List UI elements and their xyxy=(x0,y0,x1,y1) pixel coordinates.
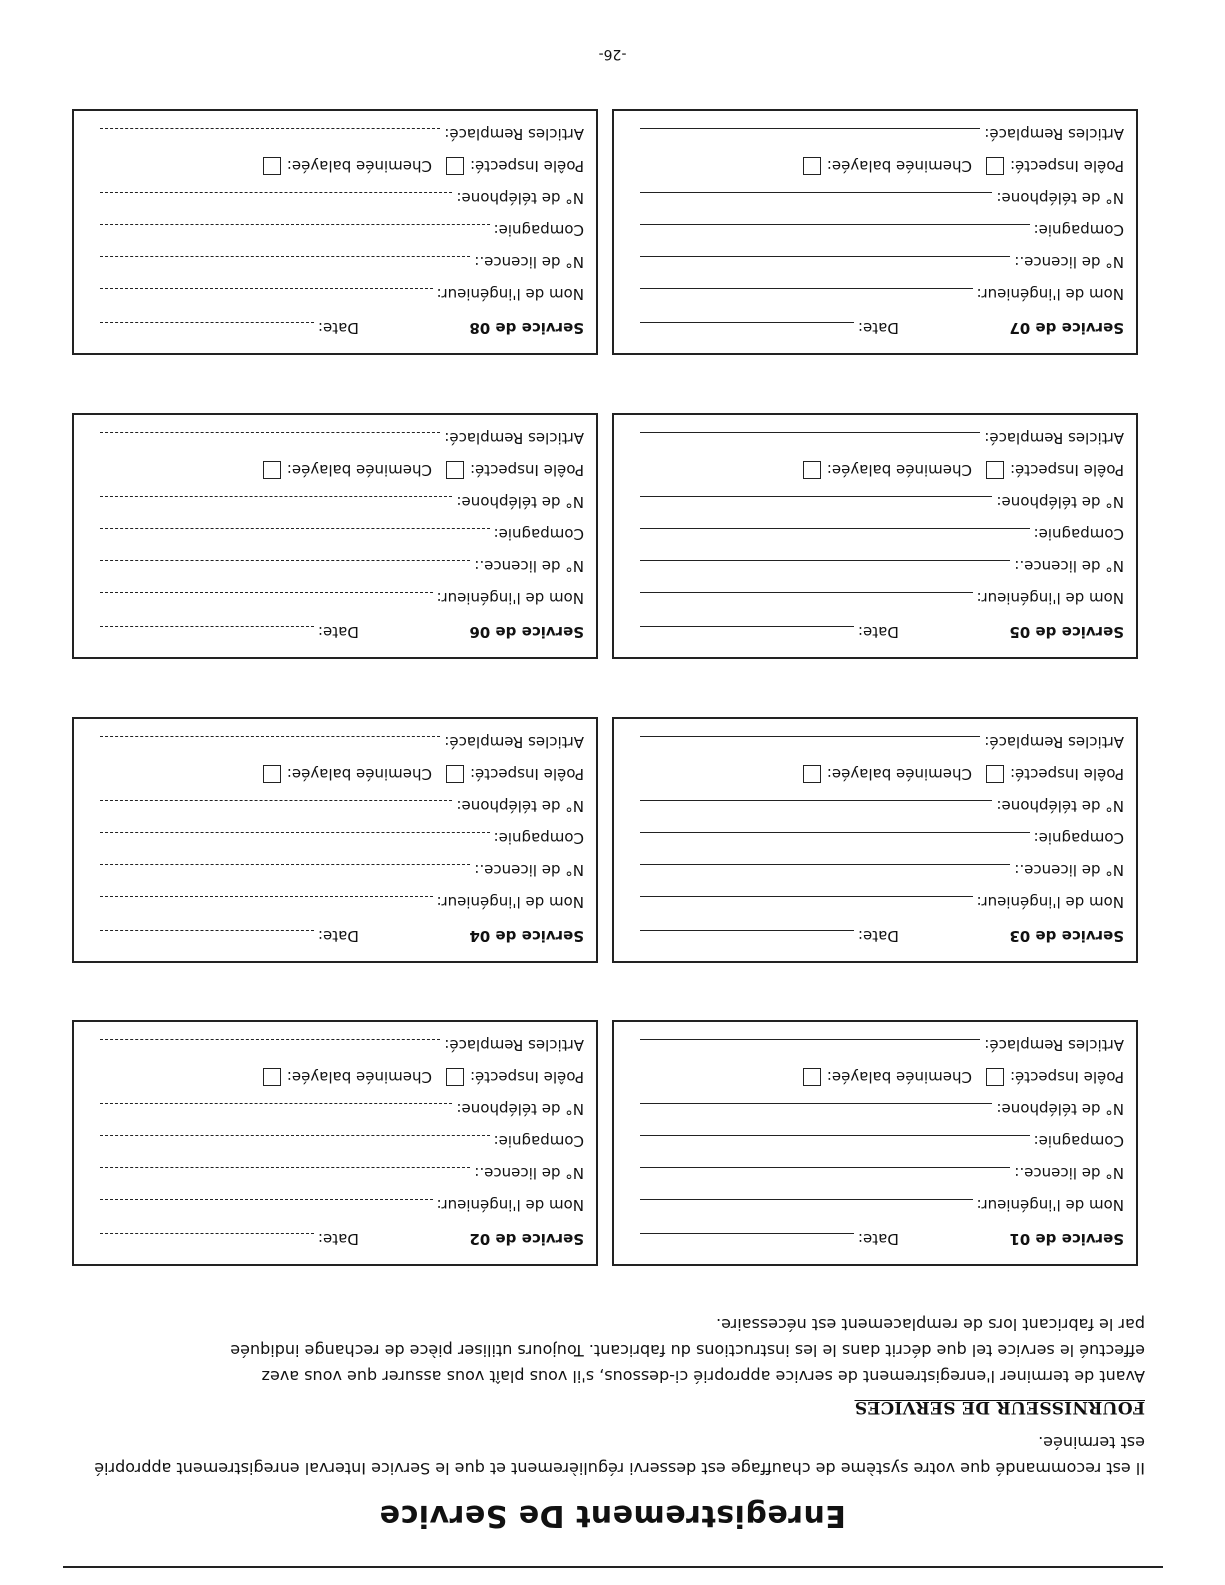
license-label: N° de licence.: xyxy=(1014,253,1124,271)
phone-label: N° de téléphone: xyxy=(456,189,584,207)
engineer-field[interactable] xyxy=(100,592,433,594)
checkbox-row xyxy=(640,1068,1124,1090)
service-header-row xyxy=(100,1230,584,1252)
phone-label: N° de téléphone: xyxy=(456,1100,584,1118)
chimney-swept-checkbox[interactable] xyxy=(263,157,281,175)
section-heading: FOURNISSEUR DE SERVICES xyxy=(854,1397,1145,1417)
company-field[interactable] xyxy=(640,528,1030,530)
engineer-label: Nom de l'ingénieur: xyxy=(976,285,1124,303)
stove-inspected-checkbox[interactable] xyxy=(986,461,1004,479)
parts-row xyxy=(640,733,1124,755)
stove-inspected-label: Poêle Inspecté: xyxy=(1010,1068,1124,1086)
stove-inspected-label: Poêle Inspecté: xyxy=(470,157,584,175)
license-row xyxy=(100,557,584,579)
phone-row xyxy=(100,1100,584,1122)
company-label: Compagnie: xyxy=(1033,525,1124,543)
stove-inspected-checkbox[interactable] xyxy=(986,157,1004,175)
checkbox-row xyxy=(640,765,1124,787)
license-label: N° de licence.: xyxy=(474,253,584,271)
license-label: N° de licence.: xyxy=(474,557,584,575)
parts-row xyxy=(100,733,584,755)
license-label: N° de licence.: xyxy=(1014,1164,1124,1182)
checkbox-row xyxy=(100,765,584,787)
engineer-row xyxy=(100,285,584,307)
engineer-field[interactable] xyxy=(640,288,973,290)
parts-replaced-label: Articles Remplacé: xyxy=(444,429,584,447)
stove-inspected-checkbox[interactable] xyxy=(446,1068,464,1086)
engineer-label: Nom de l'ingénieur: xyxy=(976,589,1124,607)
company-row xyxy=(640,829,1124,851)
service-card xyxy=(612,717,1138,963)
company-field[interactable] xyxy=(100,832,490,834)
license-field[interactable] xyxy=(100,864,470,866)
license-row xyxy=(100,861,584,883)
phone-label: N° de téléphone: xyxy=(996,189,1124,207)
service-title: Service de 08 xyxy=(469,319,584,337)
date-label: Date: xyxy=(858,927,899,945)
service-card xyxy=(72,1020,598,1266)
parts-replaced-field[interactable] xyxy=(100,736,440,738)
company-field[interactable] xyxy=(640,1135,1030,1137)
phone-label: N° de téléphone: xyxy=(456,493,584,511)
chimney-swept-label: Cheminée balayée: xyxy=(286,157,432,175)
date-field[interactable] xyxy=(100,1233,314,1235)
engineer-field[interactable] xyxy=(640,1199,973,1201)
checkbox-row xyxy=(100,157,584,179)
engineer-field[interactable] xyxy=(100,1199,433,1201)
engineer-label: Nom de l'ingénieur: xyxy=(976,1196,1124,1214)
parts-replaced-field[interactable] xyxy=(640,736,980,738)
stove-inspected-label: Poêle Inspecté: xyxy=(470,461,584,479)
company-row xyxy=(100,525,584,547)
license-field[interactable] xyxy=(640,1167,1010,1169)
engineer-row xyxy=(100,589,584,611)
company-label: Compagnie: xyxy=(1033,1132,1124,1150)
phone-row xyxy=(640,1100,1124,1122)
service-header-row xyxy=(100,319,584,341)
chimney-swept-checkbox[interactable] xyxy=(803,461,821,479)
phone-field[interactable] xyxy=(100,1103,452,1105)
service-header-row xyxy=(100,927,584,949)
page-title: Enregistrement De Service xyxy=(379,1498,846,1533)
company-row xyxy=(640,525,1124,547)
chimney-swept-label: Cheminée balayée: xyxy=(826,157,972,175)
checkbox-row xyxy=(640,157,1124,179)
date-field[interactable] xyxy=(640,930,854,932)
chimney-swept-label: Cheminée balayée: xyxy=(286,1068,432,1086)
stove-inspected-checkbox[interactable] xyxy=(446,765,464,783)
intro-text: Il est recommandé que votre système de chauffage est desservi régulièrement et que le Service Interval enregistrement approprié est terminée. xyxy=(94,1433,1145,1478)
parts-replaced-field[interactable] xyxy=(640,128,980,130)
parts-row xyxy=(640,1036,1124,1058)
chimney-swept-label: Cheminée balayée: xyxy=(826,461,972,479)
phone-field[interactable] xyxy=(100,496,452,498)
chimney-swept-checkbox[interactable] xyxy=(263,765,281,783)
license-field[interactable] xyxy=(100,1167,470,1169)
parts-row xyxy=(640,125,1124,147)
license-field[interactable] xyxy=(640,256,1010,258)
company-label: Compagnie: xyxy=(493,525,584,543)
service-card xyxy=(612,109,1138,355)
date-label: Date: xyxy=(858,1230,899,1248)
engineer-field[interactable] xyxy=(100,288,433,290)
parts-row xyxy=(100,125,584,147)
engineer-row xyxy=(640,1196,1124,1218)
company-field[interactable] xyxy=(100,528,490,530)
license-label: N° de licence.: xyxy=(1014,557,1124,575)
license-label: N° de licence.: xyxy=(1014,861,1124,879)
service-title: Service de 04 xyxy=(469,927,584,945)
company-row xyxy=(100,1132,584,1154)
service-card xyxy=(612,413,1138,659)
date-label: Date: xyxy=(858,623,899,641)
phone-field[interactable] xyxy=(100,800,452,802)
parts-row xyxy=(100,1036,584,1058)
company-row xyxy=(100,221,584,243)
engineer-field[interactable] xyxy=(640,592,973,594)
phone-field[interactable] xyxy=(640,192,992,194)
chimney-swept-label: Cheminée balayée: xyxy=(826,765,972,783)
date-field[interactable] xyxy=(640,1233,854,1235)
phone-field[interactable] xyxy=(100,192,452,194)
service-header-row xyxy=(640,927,1124,949)
service-header-row xyxy=(640,319,1124,341)
engineer-row xyxy=(640,893,1124,915)
service-title: Service de 03 xyxy=(1009,927,1124,945)
service-header-row xyxy=(640,1230,1124,1252)
phone-row xyxy=(640,189,1124,211)
phone-field[interactable] xyxy=(640,496,992,498)
parts-replaced-field[interactable] xyxy=(100,128,440,130)
service-card xyxy=(72,413,598,659)
company-field[interactable] xyxy=(640,832,1030,834)
phone-row xyxy=(100,493,584,515)
license-field[interactable] xyxy=(640,864,1010,866)
license-row xyxy=(100,1164,584,1186)
chimney-swept-checkbox[interactable] xyxy=(803,765,821,783)
phone-row xyxy=(100,189,584,211)
chimney-swept-checkbox[interactable] xyxy=(263,461,281,479)
date-field[interactable] xyxy=(640,322,854,324)
service-card xyxy=(72,109,598,355)
phone-label: N° de téléphone: xyxy=(456,797,584,815)
service-header-row xyxy=(100,623,584,645)
engineer-field[interactable] xyxy=(100,896,433,898)
company-label: Compagnie: xyxy=(1033,221,1124,239)
parts-row xyxy=(640,429,1124,451)
checkbox-row xyxy=(100,1068,584,1090)
stove-inspected-label: Poêle Inspecté: xyxy=(470,765,584,783)
stove-inspected-label: Poêle Inspecté: xyxy=(1010,157,1124,175)
company-field[interactable] xyxy=(100,224,490,226)
date-field[interactable] xyxy=(100,930,314,932)
parts-replaced-label: Articles Remplacé: xyxy=(444,733,584,751)
date-label: Date: xyxy=(858,319,899,337)
parts-replaced-label: Articles Remplacé: xyxy=(444,1036,584,1054)
phone-row xyxy=(640,797,1124,819)
parts-replaced-label: Articles Remplacé: xyxy=(984,1036,1124,1054)
chimney-swept-label: Cheminée balayée: xyxy=(286,461,432,479)
date-field[interactable] xyxy=(100,626,314,628)
engineer-label: Nom de l'ingénieur: xyxy=(436,893,584,911)
parts-replaced-label: Articles Remplacé: xyxy=(984,733,1124,751)
stove-inspected-checkbox[interactable] xyxy=(446,461,464,479)
phone-row xyxy=(100,797,584,819)
instructions-line: effectué le service tel que décrit dans le les instructions du fabricant. Toujours utiliser pièce de rechange indiquée xyxy=(230,1341,1145,1360)
chimney-swept-checkbox[interactable] xyxy=(263,1068,281,1086)
stove-inspected-label: Poêle Inspecté: xyxy=(1010,461,1124,479)
page-number: -26- xyxy=(598,46,627,62)
parts-replaced-label: Articles Remplacé: xyxy=(444,125,584,143)
company-label: Compagnie: xyxy=(1033,829,1124,847)
engineer-row xyxy=(100,893,584,915)
date-label: Date: xyxy=(318,623,359,641)
company-row xyxy=(100,829,584,851)
license-field[interactable] xyxy=(100,560,470,562)
parts-replaced-field[interactable] xyxy=(100,432,440,434)
company-field[interactable] xyxy=(640,224,1030,226)
stove-inspected-label: Poêle Inspecté: xyxy=(470,1068,584,1086)
parts-replaced-field[interactable] xyxy=(100,1039,440,1041)
engineer-row xyxy=(640,285,1124,307)
date-label: Date: xyxy=(318,927,359,945)
parts-row xyxy=(100,429,584,451)
chimney-swept-label: Cheminée balayée: xyxy=(286,765,432,783)
company-row xyxy=(640,1132,1124,1154)
company-label: Compagnie: xyxy=(493,221,584,239)
checkbox-row xyxy=(100,461,584,483)
engineer-label: Nom de l'ingénieur: xyxy=(436,1196,584,1214)
instructions-line: par le fabricant lors de remplacement est nécessaire. xyxy=(716,1315,1145,1334)
engineer-field[interactable] xyxy=(640,896,973,898)
license-label: N° de licence.: xyxy=(474,861,584,879)
service-title: Service de 06 xyxy=(469,623,584,641)
instructions-line: Avant de terminer l'enregistrement de service approprié ci-dessous, s'il vous plaît vous assurer que vous avez xyxy=(261,1367,1145,1386)
chimney-swept-checkbox[interactable] xyxy=(803,1068,821,1086)
service-card xyxy=(72,717,598,963)
stove-inspected-checkbox[interactable] xyxy=(986,1068,1004,1086)
license-row xyxy=(640,253,1124,275)
license-label: N° de licence.: xyxy=(474,1164,584,1182)
phone-label: N° de téléphone: xyxy=(996,1100,1124,1118)
parts-replaced-label: Articles Remplacé: xyxy=(984,429,1124,447)
service-title: Service de 07 xyxy=(1009,319,1124,337)
date-label: Date: xyxy=(318,319,359,337)
phone-field[interactable] xyxy=(640,1103,992,1105)
license-field[interactable] xyxy=(640,560,1010,562)
service-title: Service de 05 xyxy=(1009,623,1124,641)
engineer-label: Nom de l'ingénieur: xyxy=(436,589,584,607)
stove-inspected-checkbox[interactable] xyxy=(446,157,464,175)
company-label: Compagnie: xyxy=(493,829,584,847)
service-title: Service de 02 xyxy=(469,1230,584,1248)
license-row xyxy=(640,557,1124,579)
company-field[interactable] xyxy=(100,1135,490,1137)
engineer-label: Nom de l'ingénieur: xyxy=(976,893,1124,911)
license-row xyxy=(100,253,584,275)
service-card xyxy=(612,1020,1138,1266)
license-field[interactable] xyxy=(100,256,470,258)
stove-inspected-label: Poêle Inspecté: xyxy=(1010,765,1124,783)
date-field[interactable] xyxy=(100,322,314,324)
phone-field[interactable] xyxy=(640,800,992,802)
stove-inspected-checkbox[interactable] xyxy=(986,765,1004,783)
parts-replaced-field[interactable] xyxy=(640,432,980,434)
chimney-swept-label: Cheminée balayée: xyxy=(826,1068,972,1086)
company-label: Compagnie: xyxy=(493,1132,584,1150)
date-field[interactable] xyxy=(640,626,854,628)
phone-label: N° de téléphone: xyxy=(996,493,1124,511)
phone-label: N° de téléphone: xyxy=(996,797,1124,815)
date-label: Date: xyxy=(318,1230,359,1248)
service-header-row xyxy=(640,623,1124,645)
license-row xyxy=(640,1164,1124,1186)
license-row xyxy=(640,861,1124,883)
chimney-swept-checkbox[interactable] xyxy=(803,157,821,175)
parts-replaced-label: Articles Remplacé: xyxy=(984,125,1124,143)
engineer-row xyxy=(640,589,1124,611)
service-title: Service de 01 xyxy=(1009,1230,1124,1248)
checkbox-row xyxy=(640,461,1124,483)
engineer-label: Nom de l'ingénieur: xyxy=(436,285,584,303)
phone-row xyxy=(640,493,1124,515)
parts-replaced-field[interactable] xyxy=(640,1039,980,1041)
company-row xyxy=(640,221,1124,243)
engineer-row xyxy=(100,1196,584,1218)
